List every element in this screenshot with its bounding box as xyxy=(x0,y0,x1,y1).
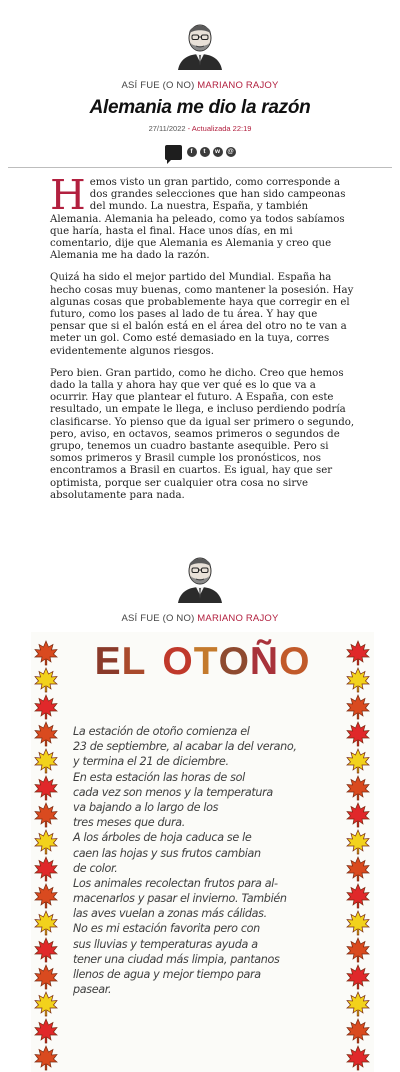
leaf-border-right xyxy=(345,640,373,1072)
share-bar xyxy=(0,143,400,161)
maple-leaf-icon xyxy=(345,667,371,693)
maple-leaf-icon xyxy=(33,937,59,963)
author-portrait-drawing xyxy=(172,14,228,70)
maple-leaf-icon xyxy=(345,991,371,1017)
maple-leaf-icon xyxy=(33,775,59,801)
handwritten-line: las aves vuelan a zonas más cálidas. xyxy=(73,907,267,921)
maple-leaf-icon xyxy=(33,829,59,855)
handwritten-line: En esta estación las horas de sol xyxy=(73,770,245,784)
kicker-label: ASÍ FUE (O NO) xyxy=(121,80,195,91)
handwritten-line: No es mi estación favorita pero con xyxy=(73,922,260,936)
maple-leaf-icon xyxy=(33,748,59,774)
handwritten-text xyxy=(73,724,343,997)
kicker-author-link[interactable]: MARIANO RAJOY xyxy=(197,80,279,91)
maple-leaf-icon xyxy=(345,883,371,909)
childrens-autumn-drawing xyxy=(31,632,374,1072)
email-icon[interactable]: @ xyxy=(227,148,234,155)
paragraph-3: Pero bien. Gran partido, como he dicho. Creo que hemos dado la talla y ahora hay que ver qué es lo que va a ocurrir. Hay que plantear el futuro. A España, con este resultado, un empate le llega, e incluso perdiendo podría clasificarse. Yo pienso que da igual ser primero o segundo, pero, aviso, en octavos, seamos primeros o segundos de grupo, tenemos un cuadro bastante asequible. Pero si somos primeros y Brasil cumple los pronósticos, nos encontramos a Brasil en cuartos. Es igual, hay que ser optimista, porque ser cualquier otra cosa no sirve absolutamente para nada. xyxy=(50,367,355,501)
handwritten-line: cada vez son menos y la temperatura xyxy=(73,785,273,799)
handwritten-line: A los árboles de hoja caduca se le xyxy=(73,831,252,845)
author-avatar xyxy=(172,14,228,70)
paragraph-2: Quizá ha sido el mejor partido del Mundial. España ha hecho cosas muy buenas, como mantener la posesión. Hay algunas cosas que probablemente haya que corregir en el futuro, como los pases al lado de tu área. Y hay que pensar que si el balón está en el área del otro no te van a meter un gol. Como esté demasiado en la tuya, corres evidentemente algunos riesgos. xyxy=(50,272,354,357)
paragraph-1-text: emos visto un gran partido, como corresponde a dos grandes selecciones que han sido campeonas del mundo. La nuestra, España, y también Alemania. Alemania ha peleado, como ya todos sabíamos que haría, hasta el final. Hace unos días, en mi comentario, dije que Alemania es Alemania y creo que Alemania me ha dado la razón. xyxy=(50,177,346,262)
maple-leaf-icon xyxy=(345,775,371,801)
section-kicker xyxy=(0,80,400,91)
whatsapp-icon[interactable]: w xyxy=(213,147,223,157)
maple-leaf-icon xyxy=(33,856,59,882)
kicker-author-link-2[interactable]: MARIANO RAJOY xyxy=(197,613,279,624)
drawing-title xyxy=(31,640,374,684)
handwritten-line: sus lluvias y temperaturas ayuda a xyxy=(73,937,258,951)
twitter-icon[interactable]: t xyxy=(200,147,210,157)
article-dateline xyxy=(0,124,400,133)
maple-leaf-icon xyxy=(33,802,59,828)
article-headline: Alemania me dio la razón xyxy=(89,97,311,118)
drawing-title-letter: O xyxy=(279,640,311,683)
handwritten-line: pasear. xyxy=(73,983,112,997)
drawing-title-letter: E xyxy=(94,640,122,683)
maple-leaf-icon xyxy=(345,910,371,936)
maple-leaf-icon xyxy=(33,910,59,936)
maple-leaf-icon xyxy=(345,829,371,855)
drawing-title-letter: O xyxy=(162,640,194,683)
facebook-icon[interactable]: f xyxy=(187,147,197,157)
maple-leaf-icon xyxy=(345,748,371,774)
leaf-border-left xyxy=(33,640,61,1072)
handwritten-line: Los animales recolectan frutos para al- xyxy=(73,876,278,890)
paragraph-1 xyxy=(50,171,355,262)
section-kicker-2 xyxy=(0,613,400,624)
handwritten-line: tener una ciudad más limpia, pantanos xyxy=(73,952,280,966)
maple-leaf-icon xyxy=(345,802,371,828)
handwritten-line: 23 de septiembre, al acabar la del verano, xyxy=(73,740,297,754)
maple-leaf-icon xyxy=(345,964,371,990)
comment-icon[interactable] xyxy=(165,145,182,160)
maple-leaf-icon xyxy=(345,640,371,666)
maple-leaf-icon xyxy=(345,721,371,747)
author-avatar-2 xyxy=(172,547,228,603)
kicker-label-2: ASÍ FUE (O NO) xyxy=(121,613,195,624)
handwritten-line: caen las hojas y sus frutos cambian xyxy=(73,846,261,860)
drawing-title-letter: O xyxy=(218,640,250,683)
handwritten-line: y termina el 21 de diciembre. xyxy=(73,755,229,769)
handwritten-line: de color. xyxy=(73,861,118,875)
drawing-title-letter: Ñ xyxy=(249,640,280,683)
maple-leaf-icon xyxy=(33,964,59,990)
maple-leaf-icon xyxy=(33,721,59,747)
drawing-title-letter: L xyxy=(121,640,147,683)
maple-leaf-icon xyxy=(33,991,59,1017)
maple-leaf-icon xyxy=(33,1018,59,1044)
maple-leaf-icon xyxy=(33,694,59,720)
maple-leaf-icon xyxy=(33,883,59,909)
updated-time: - Actualizada 22:19 xyxy=(187,124,252,133)
handwritten-line: La estación de otoño comienza el xyxy=(73,725,250,738)
maple-leaf-icon xyxy=(33,1045,59,1071)
maple-leaf-icon xyxy=(33,640,59,666)
maple-leaf-icon xyxy=(345,1045,371,1071)
handwritten-line: va bajando a lo largo de los xyxy=(73,800,219,814)
maple-leaf-icon xyxy=(345,694,371,720)
maple-leaf-icon xyxy=(345,856,371,882)
handwritten-line: macenarlos y pasar el invierno. También xyxy=(73,892,287,906)
drawing-title-letter: T xyxy=(193,640,219,683)
drawing-title-letter xyxy=(146,640,162,684)
maple-leaf-icon xyxy=(345,1018,371,1044)
maple-leaf-icon xyxy=(33,667,59,693)
author-portrait-drawing-2 xyxy=(172,547,228,603)
article-body xyxy=(50,171,355,512)
header-divider xyxy=(8,167,392,168)
handwritten-line: llenos de agua y mejor tiempo para xyxy=(73,968,261,981)
drop-cap: H xyxy=(50,171,86,219)
handwritten-line: tres meses que dura. xyxy=(73,816,185,830)
maple-leaf-icon xyxy=(345,937,371,963)
publish-date: 27/11/2022 xyxy=(148,124,186,133)
